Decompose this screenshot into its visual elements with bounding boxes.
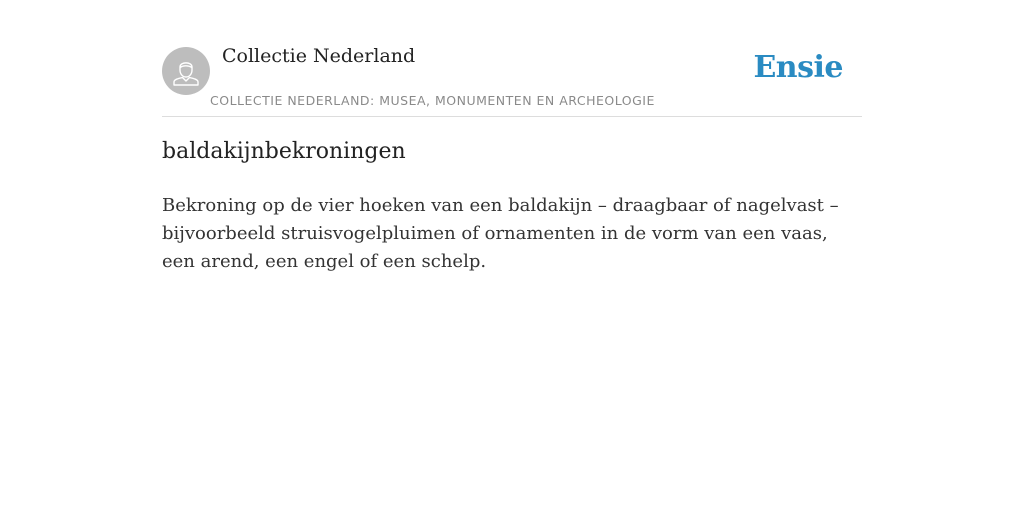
- entry-definition: Bekroning op de vier hoeken van een baldakijn – draagbaar of nagelvast – bijvoorbeeld struisvogelpluimen of ornamenten in de vorm van een vaas, een arend, een engel of een schelp.: [162, 195, 839, 272]
- header: [162, 0, 862, 117]
- user-icon: [171, 56, 201, 86]
- entry-title: baldakijnbekroningen: [162, 139, 406, 164]
- avatar[interactable]: [162, 47, 210, 95]
- source-label[interactable]: COLLECTIE NEDERLAND: MUSEA, MONUMENTEN EN ARCHEOLOGIE: [210, 93, 655, 108]
- author-link[interactable]: Collectie Nederland: [222, 45, 416, 67]
- brand-logo[interactable]: Ensie: [753, 50, 843, 85]
